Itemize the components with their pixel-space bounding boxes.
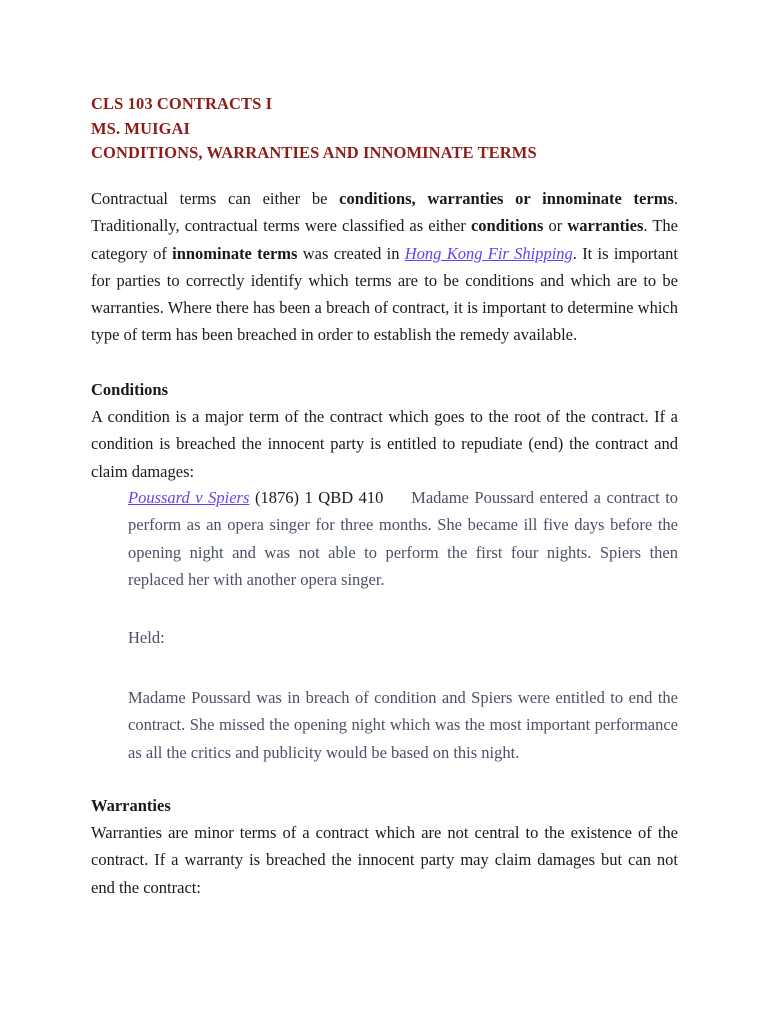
intro-text-2: . Traditionally, contractual terms were classified as either	[91, 189, 678, 236]
intro-text-3: or	[543, 216, 568, 236]
intro-text-1: Contractual terms can either be	[91, 189, 340, 208]
case-citation: (1876) 1 QBD 410	[249, 488, 384, 507]
case-gap	[383, 488, 411, 507]
intro-bold-warranties: warranties	[567, 216, 644, 236]
intro-text-4: . The category of	[91, 216, 678, 263]
intro-text-5: was created in	[297, 243, 405, 263]
warranties-paragraph: Warranties are minor terms of a contract which are not central to the existence of the contract. If a warranty is breached the innocent party may claim damages but can not end the contract:	[91, 823, 678, 897]
document-header	[91, 92, 537, 166]
course-title: CLS 103 CONTRACTS I	[91, 94, 273, 113]
conditions-paragraph: A condition is a major term of the contract which goes to the root of the contract. If a condition is breached the innocent party is entitled to repudiate (end) the contract and claim damages:	[91, 407, 678, 481]
case-facts-text: Madame Poussard entered a contract to perform as an opera singer for three months. She became ill five days before the opening night and was not able to perform the first four nights. Spiers then replaced her with another opera singer.	[128, 488, 679, 589]
intro-paragraph	[91, 185, 678, 349]
topic-title: CONDITIONS, WARRANTIES AND INNOMINATE TERMS	[91, 143, 537, 162]
intro-bold-innominate: innominate terms	[172, 243, 298, 263]
held-paragraph: Madame Poussard was in breach of condition and Spiers were entitled to end the contract. She missed the opening night which was the most important performance as all the critics and publicity would be based on this night.	[128, 688, 678, 762]
warranties-heading: Warranties	[91, 796, 171, 815]
poussard-case-facts	[128, 484, 678, 593]
intro-bold-conditions: conditions	[470, 216, 544, 236]
intro-bold-terms: conditions, warranties or innominate terms	[339, 189, 674, 208]
intro-text-6: . It is important for parties to correctly identify which terms are to be conditions and which are to be warranties. Where there has been a breach of contract, it is important to determine which type of term has been breached in order to establish the remedy available.	[91, 243, 678, 345]
hong-kong-fir-link[interactable]: Hong Kong Fir Shipping	[404, 243, 573, 263]
held-label: Held:	[128, 628, 165, 647]
conditions-heading: Conditions	[91, 380, 169, 399]
poussard-v-spiers-link[interactable]: Poussard v Spiers	[128, 488, 250, 507]
lecturer-name: MS. MUIGAI	[91, 118, 191, 138]
